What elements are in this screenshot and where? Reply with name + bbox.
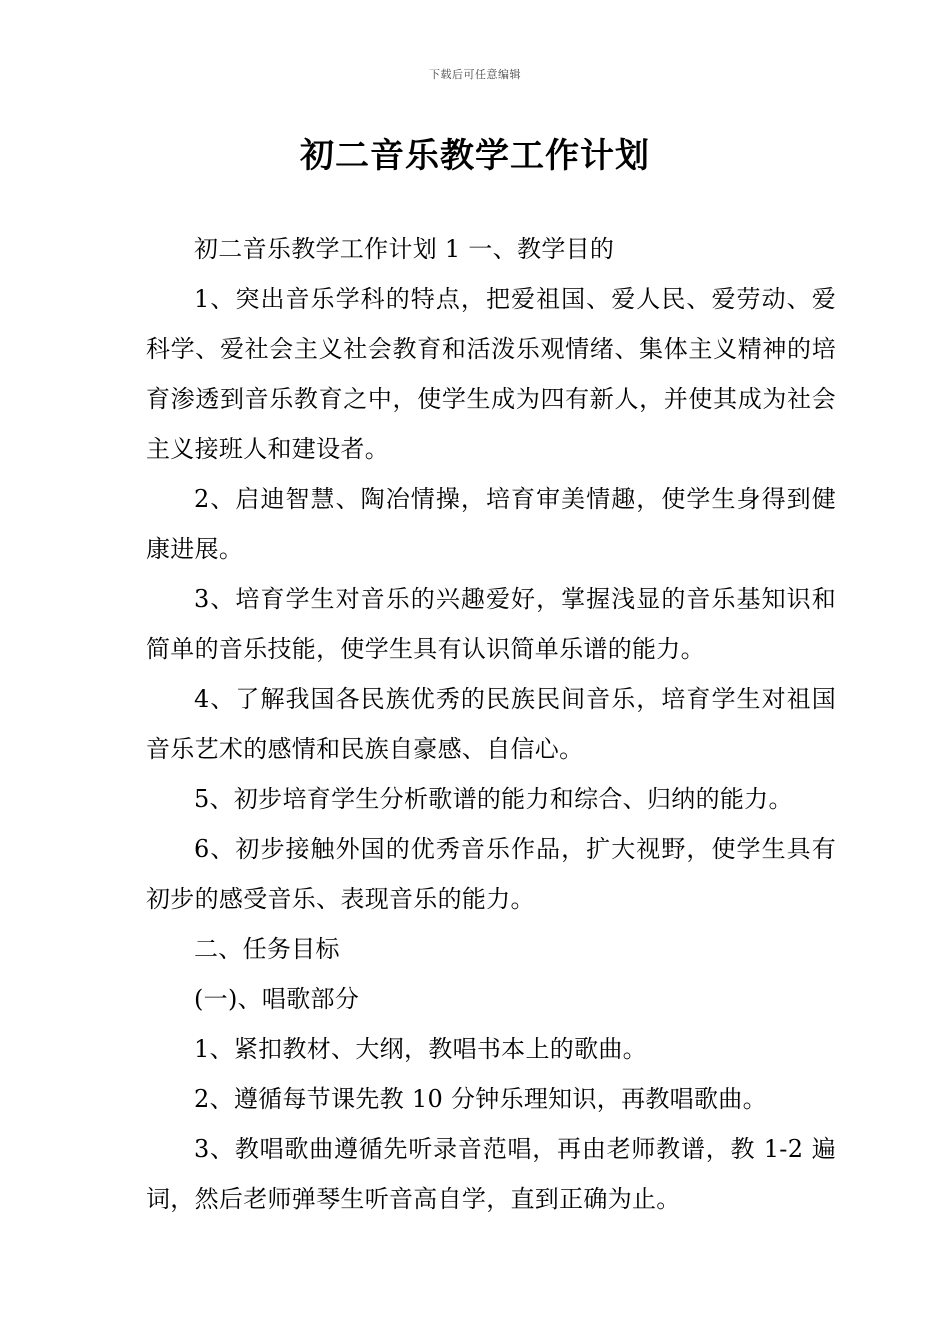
paragraph-singing-1: 1、紧扣教材、大纲，教唱书本上的歌曲。 [194, 1035, 647, 1063]
section-heading-tasks: 二、任务目标 [194, 935, 340, 963]
paragraph-goal-1: 1、突出音乐学科的特点，把爱祖国、爱人民、爱劳动、爱科学、爱社会主义社会教育和活泼乐观情绪、集体主义精神的培育渗透到音乐教育之中，使学生成为四有新人，并使其成为社会主义接班人和建设者。 [146, 285, 836, 463]
paragraph-goal-4: 4、了解我国各民族优秀的民族民间音乐，培育学生对祖国音乐艺术的感情和民族自豪感、自信心。 [146, 685, 836, 763]
document-title: 初二音乐教学工作计划 [300, 136, 650, 176]
paragraph-goal-5: 5、初步培育学生分析歌谱的能力和综合、归纳的能力。 [194, 785, 793, 813]
paragraph-singing-2: 2、遵循每节课先教 10 分钟乐理知识，再教唱歌曲。 [194, 1085, 767, 1113]
header-note: 下载后可任意编辑 [429, 68, 521, 81]
paragraph-singing-3: 3、教唱歌曲遵循先听录音范唱，再由老师教谱，教 1-2 遍词，然后老师弹琴生听音高自学，直到正确为止。 [146, 1135, 836, 1213]
paragraph-goal-2: 2、启迪智慧、陶冶情操，培育审美情趣，使学生身得到健康进展。 [146, 485, 836, 563]
paragraph-goal-6: 6、初步接触外国的优秀音乐作品，扩大视野，使学生具有初步的感受音乐、表现音乐的能力。 [146, 835, 836, 913]
paragraph-intro: 初二音乐教学工作计划 1 一、教学目的 [194, 235, 615, 263]
document-body [146, 224, 836, 1224]
paragraph-goal-3: 3、培育学生对音乐的兴趣爱好，掌握浅显的音乐基知识和简单的音乐技能，使学生具有认识简单乐谱的能力。 [146, 585, 836, 663]
subsection-heading-singing: (一)、唱歌部分 [194, 985, 360, 1013]
